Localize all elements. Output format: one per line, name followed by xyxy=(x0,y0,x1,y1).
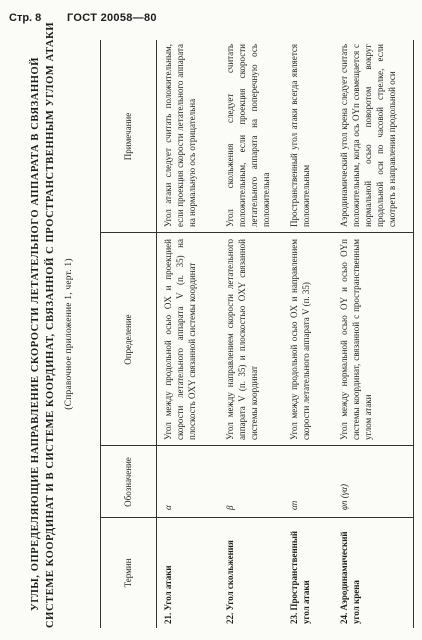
table-row-23-note: Пространственный угол атаки всегда является положительным xyxy=(289,44,311,227)
column-header-definition: Определение xyxy=(123,314,133,365)
table-row-22-definition: Угол между направлением скорости летательного аппарата V (п. 35) и плоскостью OXY связанной системы координат xyxy=(225,239,259,440)
column-header-term: Термин xyxy=(123,558,133,588)
table-caption xyxy=(24,21,100,628)
caption-line-1: УГЛЫ, ОПРЕДЕЛЯЮЩИЕ НАПРАВЛЕНИЕ СКОРОСТИ ЛЕТАТЕЛЬНОГО АППАРАТА В СВЯЗАННОЙ xyxy=(30,56,41,612)
column-header-symbol: Обозначение xyxy=(123,457,133,507)
table-row-23-definition: Угол между продольной осью OX и направлением скорости летательного аппарата V (п. 35) xyxy=(289,239,311,440)
table-row-23-term: 23. Пространственный угол атаки xyxy=(289,530,311,624)
table-row-24-note: Аэродинамический угол крена следует считать положительным, когда ось OYп совмещается с нормальной осью поворотом вокруг продольной оси по часовой стрелке, если смотреть в направлении продольной оси xyxy=(339,44,397,227)
table-bottom-rule xyxy=(413,40,414,628)
caption-line-2: СИСТЕМЕ КООРДИНАТ И В СИСТЕМЕ КООРДИНАТ, СВЯЗАННОЙ С ПРОСТРАНСТВЕННЫМ УГЛОМ АТАКИ xyxy=(45,21,56,628)
table-row-21-symbol: α xyxy=(163,505,173,510)
table-row-22-symbol: β xyxy=(225,505,235,510)
table-row-24-symbol: φп (γα) xyxy=(339,484,349,510)
table-row-22-note: Угол скольжения следует считать положительным, если проекция скорости летательного аппарата на поперечную ось положительна xyxy=(225,44,271,227)
column-header-note: Примечание xyxy=(123,112,133,161)
page-number: Стр. 8 xyxy=(9,12,42,24)
standard-number: ГОСТ 20058—80 xyxy=(67,12,157,24)
table-row-21-term: 21. Угол атаки xyxy=(163,565,173,624)
terms-table xyxy=(100,40,414,628)
caption-subtitle: (Справочное приложение 1, черт. 1) xyxy=(64,258,74,410)
table-row-22-term: 22. Угол скольжения xyxy=(225,540,235,624)
table-row-24-term: 24. Аэродинамический угол крена xyxy=(339,531,361,624)
table-row-21-definition: Угол между продольной осью OX и проекцией скорости летательного аппарата V (п. 35) на плоскость OXY связанной системы координат xyxy=(163,239,197,440)
header-bottom-rule xyxy=(156,40,157,628)
rotated-page-body xyxy=(24,21,414,628)
table-row-21-note: Угол атаки следует считать положительным, если проекция скорости летательного аппарата на нормальную ось отрицательна xyxy=(163,44,197,227)
table-row-24-definition: Угол между нормальной осью OY и осью OYп системы координат, связанной с пространственным углом атаки xyxy=(339,239,373,440)
table-row-23-symbol: αп xyxy=(289,500,299,510)
page-header xyxy=(9,10,413,28)
